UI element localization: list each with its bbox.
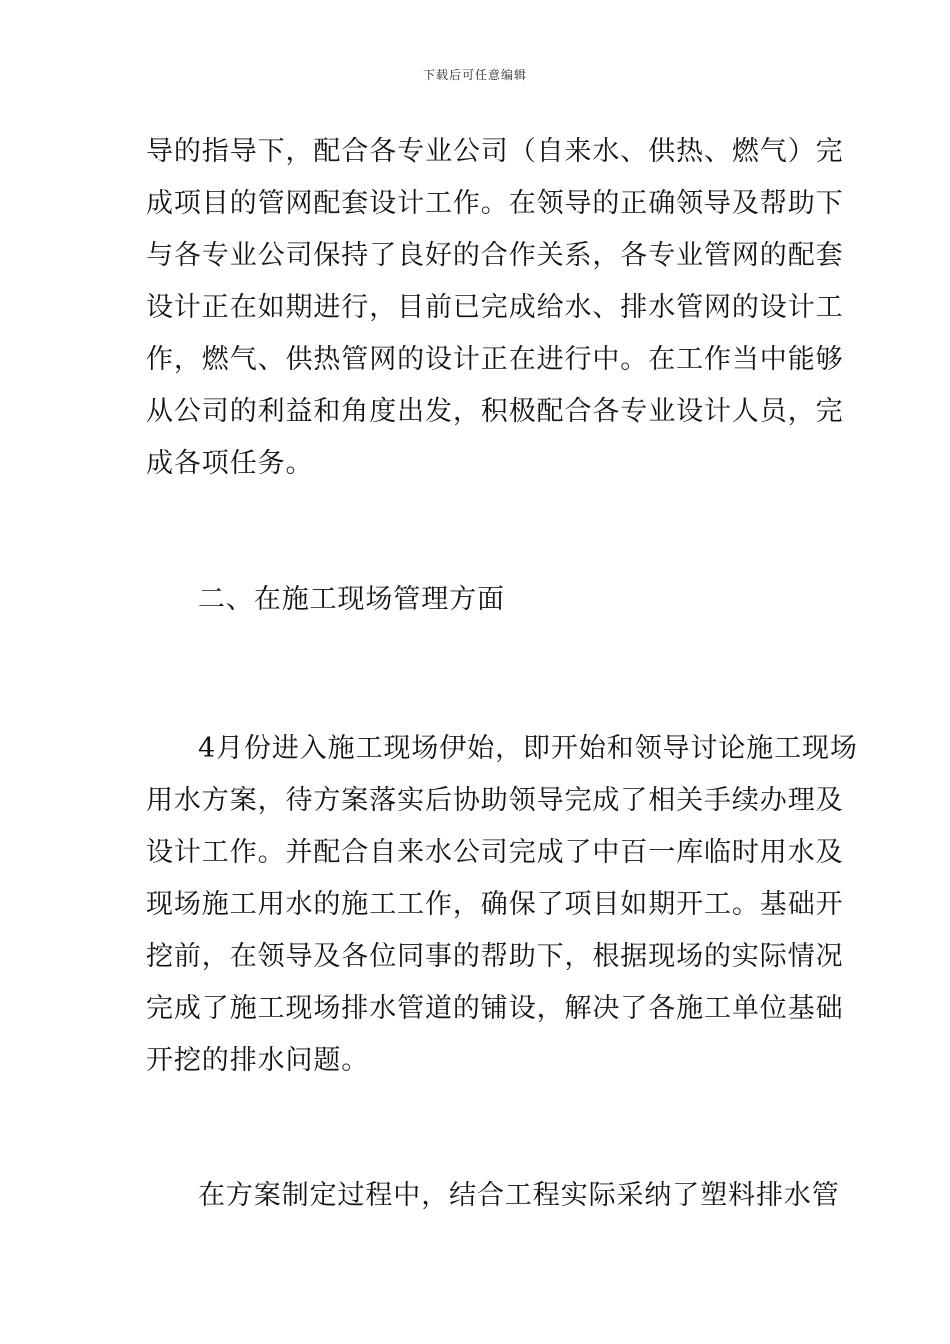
section-heading: [146, 574, 808, 626]
text-line: 完成了施工现场排水管道的铺设，解决了各施工单位基础: [146, 993, 844, 1024]
text-line: 与各专业公司保持了良好的合作关系，各专业管网的配套: [146, 240, 844, 271]
paragraph-plan-formulation: [146, 1170, 840, 1222]
text-line: 设计正在如期进行，目前已完成给水、排水管网的设计工: [146, 292, 844, 323]
paragraph-site-management: [146, 723, 858, 1087]
text-line: 4月份进入施工现场伊始，即开始和领导讨论施工现场: [198, 733, 858, 764]
text-line: 成各项任务。: [146, 448, 314, 479]
text-line: 成项目的管网配套设计工作。在领导的正确领导及帮助下: [146, 188, 844, 219]
text-line: 在方案制定过程中，结合工程实际采纳了塑料排水管: [198, 1180, 840, 1211]
text-line: 设计工作。并配合自来水公司完成了中百一库临时用水及: [146, 837, 844, 868]
page-header: 下载后可任意编辑: [422, 68, 527, 82]
text-line: 挖前，在领导及各位同事的帮助下，根据现场的实际情况: [146, 941, 844, 972]
section-heading-text: 二、在施工现场管理方面: [198, 584, 505, 615]
text-line: 作，燃气、供热管网的设计正在进行中。在工作当中能够: [146, 344, 844, 375]
text-line: 用水方案，待方案落实后协助领导完成了相关手续办理及: [146, 785, 844, 816]
paragraph-design-coordination: [146, 126, 844, 490]
text-line: 开挖的排水问题。: [146, 1045, 370, 1076]
text-line: 导的指导下，配合各专业公司（自来水、供热、燃气）完: [146, 136, 844, 167]
text-line: 从公司的利益和角度出发，积极配合各专业设计人员，完: [146, 396, 844, 427]
text-line: 现场施工用水的施工工作，确保了项目如期开工。基础开: [146, 889, 844, 920]
